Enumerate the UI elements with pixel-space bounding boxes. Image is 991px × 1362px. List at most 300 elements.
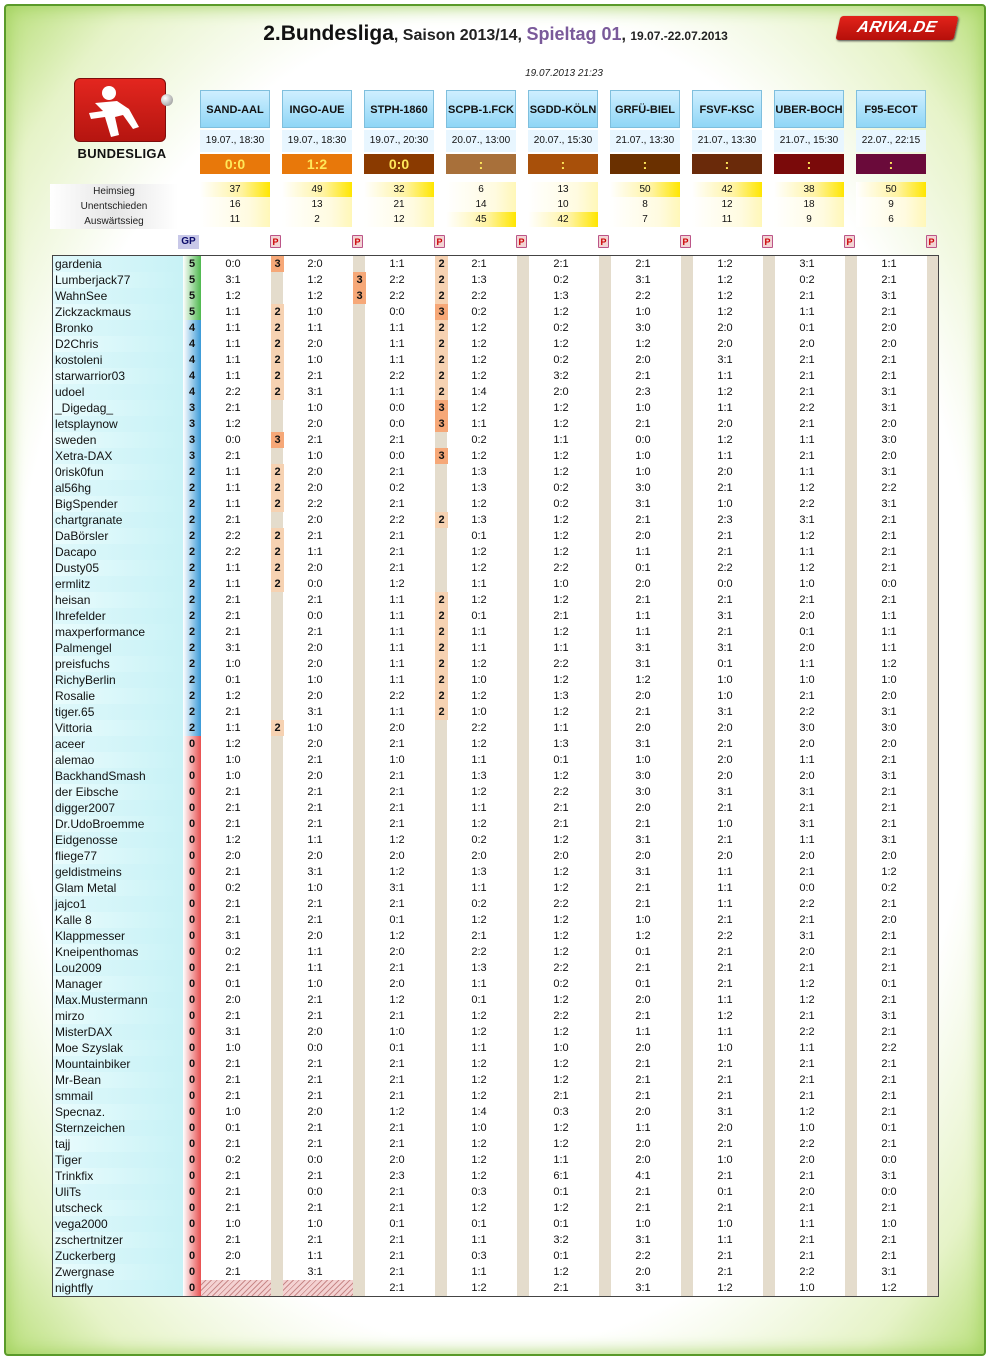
points-header: P	[926, 235, 937, 248]
player-name[interactable]: Eidgenosse	[53, 832, 183, 848]
player-name[interactable]: kostoleni	[53, 352, 183, 368]
player-tip: 1:2	[471, 402, 487, 414]
player-tip: 2:2	[799, 706, 815, 718]
table-row	[53, 400, 939, 416]
player-name[interactable]: Vittoria	[53, 720, 183, 736]
player-tip: 1:2	[225, 418, 241, 430]
player-gp: 2	[183, 496, 201, 512]
title-matchday: Spieltag 01	[526, 24, 622, 44]
player-tip: 1:1	[799, 1042, 815, 1054]
player-tip: 1:2	[553, 914, 569, 926]
player-name[interactable]: mirzo	[53, 1008, 183, 1024]
match-code[interactable]: SGDD-KÖLN	[528, 90, 598, 128]
tip-points	[927, 320, 939, 336]
gp-header: GP	[178, 235, 199, 249]
player-tip: 1:1	[389, 642, 405, 654]
player-tip: 0:2	[553, 354, 569, 366]
player-tip: 2:1	[635, 1058, 651, 1070]
player-tip: 1:0	[389, 1026, 405, 1038]
player-gp: 2	[183, 720, 201, 736]
player-tip: 2:1	[471, 930, 487, 942]
player-tip: 0:0	[225, 258, 241, 270]
player-name[interactable]: letsplaynow	[53, 416, 183, 432]
tip-points	[927, 256, 939, 272]
player-name[interactable]: tajj	[53, 1136, 183, 1152]
player-tip: 1:0	[799, 578, 815, 590]
player-tip: 2:2	[553, 898, 569, 910]
player-gp: 2	[183, 640, 201, 656]
player-name[interactable]: heisan	[53, 592, 183, 608]
player-tip: 2:1	[717, 834, 733, 846]
tip-points	[927, 528, 939, 544]
table-row	[53, 560, 939, 576]
player-tip: 1:1	[471, 418, 487, 430]
player-name[interactable]: vega2000	[53, 1216, 183, 1232]
player-tip: 1:2	[553, 946, 569, 958]
player-name[interactable]: starwarrior03	[53, 368, 183, 384]
player-tip: 0:1	[389, 1218, 405, 1230]
player-tip: 1:1	[225, 722, 241, 734]
player-name[interactable]: Dr.UdoBroemme	[53, 816, 183, 832]
match-code[interactable]: SAND-AAL	[200, 90, 270, 128]
title-comma-3: ,	[621, 27, 631, 44]
player-tip: 1:0	[307, 722, 323, 734]
player-tip: 1:0	[225, 754, 241, 766]
player-tip: 1:1	[717, 402, 733, 414]
player-tip: 1:1	[307, 946, 323, 958]
player-tip: 1:0	[307, 882, 323, 894]
tip-points	[927, 352, 939, 368]
player-tip: 2:1	[799, 450, 815, 462]
player-tip: 1:2	[471, 658, 487, 670]
table-row	[53, 896, 939, 912]
player-tip: 2:1	[389, 770, 405, 782]
player-name[interactable]: sweden	[53, 432, 183, 448]
player-gp: 0	[183, 1184, 201, 1200]
player-tip: 1:1	[389, 610, 405, 622]
table-row	[53, 448, 939, 464]
player-name[interactable]: Trinkfix	[53, 1168, 183, 1184]
table-row	[53, 1104, 939, 1120]
table-row	[53, 784, 939, 800]
player-tip: 1:1	[225, 466, 241, 478]
player-tip: 1:1	[553, 434, 569, 446]
player-name[interactable]: Mountainbiker	[53, 1056, 183, 1072]
player-tip: 2:1	[225, 706, 241, 718]
player-tip: 2:1	[635, 1202, 651, 1214]
player-name[interactable]: smmail	[53, 1088, 183, 1104]
player-tip: 2:0	[307, 258, 323, 270]
player-name[interactable]: DaBörsler	[53, 528, 183, 544]
player-tip: 1:1	[635, 546, 651, 558]
player-tip: 2:1	[717, 1202, 733, 1214]
player-name[interactable]: aceer	[53, 736, 183, 752]
player-gp: 0	[183, 768, 201, 784]
bundesliga-logo	[74, 78, 170, 162]
player-tip: 3:1	[881, 1266, 897, 1278]
player-tip: 1:2	[553, 306, 569, 318]
player-tip: 3:1	[635, 866, 651, 878]
player-name[interactable]: fliege77	[53, 848, 183, 864]
player-tip: 2:1	[881, 962, 897, 974]
player-name[interactable]: Moe Szyslak	[53, 1040, 183, 1056]
player-tip: 2:1	[635, 882, 651, 894]
match-stat-home: 6	[446, 182, 516, 197]
player-name[interactable]: Sternzeichen	[53, 1120, 183, 1136]
bundesliga-wordmark: BUNDESLIGA	[77, 146, 167, 161]
tip-points	[927, 624, 939, 640]
player-tip: 1:1	[389, 626, 405, 638]
tip-points: 2	[435, 672, 448, 688]
player-tip: 2:1	[799, 1250, 815, 1262]
player-tip: 2:0	[799, 338, 815, 350]
match-code[interactable]: SCPB-1.FCK	[446, 90, 516, 128]
player-name[interactable]: Dusty05	[53, 560, 183, 576]
tip-points: 2	[435, 512, 448, 528]
player-tip: 2:2	[553, 562, 569, 574]
player-tip: 2:1	[635, 818, 651, 830]
player-tip: 2:0	[307, 562, 323, 574]
player-tip: 2:1	[881, 1106, 897, 1118]
player-name[interactable]: Kalle 8	[53, 912, 183, 928]
player-name[interactable]: _Digedag_	[53, 400, 183, 416]
player-gp: 0	[183, 880, 201, 896]
player-name[interactable]: RichyBerlin	[53, 672, 183, 688]
player-tip: 2:1	[635, 898, 651, 910]
player-tip: 2:1	[881, 530, 897, 542]
player-name[interactable]: Rosalie	[53, 688, 183, 704]
tip-points: 3	[353, 288, 366, 304]
player-tip: 1:1	[717, 898, 733, 910]
player-tip: 1:1	[635, 610, 651, 622]
player-tip: 2:1	[389, 466, 405, 478]
player-name[interactable]: preisfuchs	[53, 656, 183, 672]
match-stat-home: 38	[774, 182, 844, 197]
player-tip: 1:2	[635, 674, 651, 686]
tip-points	[927, 1040, 939, 1056]
player-name[interactable]: Lou2009	[53, 960, 183, 976]
player-tip: 3:1	[307, 386, 323, 398]
player-tip: 2:1	[389, 802, 405, 814]
player-tip: 1:1	[471, 1042, 487, 1054]
player-tip: 1:2	[471, 914, 487, 926]
player-tip: 1:2	[553, 1058, 569, 1070]
player-name[interactable]: 0risk0fun	[53, 464, 183, 480]
player-tip: 2:1	[225, 898, 241, 910]
player-tip: 1:1	[799, 834, 815, 846]
player-tip: 1:3	[553, 290, 569, 302]
player-tip: 2:1	[307, 1234, 323, 1246]
player-tip: 1:0	[307, 674, 323, 686]
player-tip: 2:1	[799, 354, 815, 366]
player-name[interactable]: Zuckerberg	[53, 1248, 183, 1264]
player-name[interactable]: chartgranate	[53, 512, 183, 528]
player-tip: 2:1	[389, 498, 405, 510]
player-name[interactable]: Ihrefelder	[53, 608, 183, 624]
match-column	[856, 90, 926, 227]
player-tip: 0:2	[881, 882, 897, 894]
tip-points	[927, 880, 939, 896]
player-tip: 0:0	[799, 882, 815, 894]
player-tip: 2:0	[635, 578, 651, 590]
player-tip: 2:1	[717, 530, 733, 542]
player-name[interactable]: Dacapo	[53, 544, 183, 560]
player-tip: 2:1	[389, 1234, 405, 1246]
tip-points: 3	[271, 432, 284, 448]
table-row	[53, 688, 939, 704]
player-name[interactable]: Kneipenthomas	[53, 944, 183, 960]
player-name[interactable]: zschertnitzer	[53, 1232, 183, 1248]
player-name[interactable]: MisterDAX	[53, 1024, 183, 1040]
player-tip: 0:2	[553, 482, 569, 494]
player-name[interactable]: geldistmeins	[53, 864, 183, 880]
player-tip: 2:1	[307, 994, 323, 1006]
player-tip: 1:1	[553, 642, 569, 654]
player-tip: 1:0	[881, 674, 897, 686]
player-name[interactable]: UliTs	[53, 1184, 183, 1200]
player-name[interactable]: ermlitz	[53, 576, 183, 592]
player-tip: 2:1	[389, 562, 405, 574]
player-gp: 0	[183, 1056, 201, 1072]
player-tip: 1:2	[553, 1026, 569, 1038]
player-tip: 2:2	[471, 290, 487, 302]
match-code[interactable]: F95-ECOT	[856, 90, 926, 128]
player-tip: 2:2	[799, 898, 815, 910]
match-code[interactable]: FSVF-KSC	[692, 90, 762, 128]
player-name[interactable]: BackhandSmash	[53, 768, 183, 784]
player-tip: 1:2	[799, 1106, 815, 1118]
player-tip: 2:1	[225, 802, 241, 814]
player-tip: 2:1	[307, 1138, 323, 1150]
match-column	[364, 90, 434, 227]
player-tip: 3:1	[799, 258, 815, 270]
player-tip: 1:2	[553, 674, 569, 686]
player-tip: 2:1	[881, 786, 897, 798]
player-tip: 1:1	[635, 1026, 651, 1038]
table-row	[53, 960, 939, 976]
player-name[interactable]: Zwergnase	[53, 1264, 183, 1280]
player-tip: 1:1	[553, 722, 569, 734]
tip-points	[927, 896, 939, 912]
ariva-logo[interactable]: ARIVA.DE	[835, 16, 958, 40]
player-tip: 2:1	[389, 962, 405, 974]
table-row	[53, 656, 939, 672]
player-tip: 2:0	[881, 338, 897, 350]
table-row	[53, 528, 939, 544]
player-tip: 2:1	[799, 690, 815, 702]
player-tip: 1:2	[553, 1138, 569, 1150]
player-tip: 2:0	[881, 850, 897, 862]
player-tip: 3:1	[225, 274, 241, 286]
table-row	[53, 384, 939, 400]
player-tip: 2:0	[307, 658, 323, 670]
player-tip: 2:0	[307, 1106, 323, 1118]
player-tip: 3:1	[881, 706, 897, 718]
tip-table	[52, 255, 939, 1297]
player-tip: 0:2	[553, 322, 569, 334]
table-row	[53, 272, 939, 288]
player-tip: 2:1	[717, 738, 733, 750]
player-tip: 2:2	[389, 690, 405, 702]
player-name[interactable]: tiger.65	[53, 704, 183, 720]
player-tip: 2:0	[307, 466, 323, 478]
player-name[interactable]: al56hg	[53, 480, 183, 496]
player-name[interactable]: udoel	[53, 384, 183, 400]
match-code[interactable]: GRFÜ-BIEL	[610, 90, 680, 128]
player-gp: 0	[183, 784, 201, 800]
player-name[interactable]: Specnaz.	[53, 1104, 183, 1120]
player-tip: 2:1	[717, 978, 733, 990]
player-tip: 1:2	[717, 1010, 733, 1022]
player-name[interactable]: Klappmesser	[53, 928, 183, 944]
player-tip: 1:0	[307, 354, 323, 366]
player-name[interactable]: utscheck	[53, 1200, 183, 1216]
player-tip: 2:1	[225, 1186, 241, 1198]
player-tip: 3:1	[717, 610, 733, 622]
tip-points	[927, 544, 939, 560]
tip-points: 2	[435, 288, 448, 304]
player-name[interactable]: jajco1	[53, 896, 183, 912]
player-tip: 2:1	[307, 1122, 323, 1134]
player-tip: 2:0	[307, 482, 323, 494]
tip-points	[927, 1168, 939, 1184]
player-name[interactable]: Xetra-DAX	[53, 448, 183, 464]
player-tip: 1:1	[471, 626, 487, 638]
tip-points: 3	[435, 416, 448, 432]
tip-points	[927, 672, 939, 688]
player-name[interactable]: digger2007	[53, 800, 183, 816]
player-tip: 1:0	[717, 1042, 733, 1054]
player-tip: 1:2	[881, 1282, 897, 1294]
player-name[interactable]: Mr-Bean	[53, 1072, 183, 1088]
player-gp: 0	[183, 912, 201, 928]
match-code[interactable]: UBER-BOCH	[774, 90, 844, 128]
missing-tip	[283, 1280, 353, 1296]
player-tip: 1:2	[471, 1202, 487, 1214]
player-tip: 1:2	[553, 450, 569, 462]
player-tip: 1:3	[471, 866, 487, 878]
player-tip: 2:1	[881, 1058, 897, 1070]
player-tip: 2:1	[635, 1074, 651, 1086]
player-tip: 0:1	[389, 914, 405, 926]
tip-points	[927, 992, 939, 1008]
player-name[interactable]: D2Chris	[53, 336, 183, 352]
player-tip: 1:2	[471, 1074, 487, 1086]
player-tip: 2:0	[635, 1042, 651, 1054]
player-tip: 1:3	[553, 738, 569, 750]
player-tip: 1:1	[307, 546, 323, 558]
player-tip: 1:2	[553, 1074, 569, 1086]
player-tip: 2:2	[799, 1266, 815, 1278]
player-gp: 0	[183, 1104, 201, 1120]
tip-points	[927, 752, 939, 768]
player-tip: 1:2	[471, 562, 487, 574]
player-tip: 1:2	[471, 546, 487, 558]
tip-points	[927, 784, 939, 800]
player-tip: 3:1	[717, 1106, 733, 1118]
player-tip: 2:1	[307, 818, 323, 830]
player-tip: 0:2	[471, 434, 487, 446]
match-stat-draw: 18	[774, 197, 844, 212]
player-tip: 1:1	[717, 994, 733, 1006]
player-name[interactable]: der Eibsche	[53, 784, 183, 800]
player-tip: 2:1	[307, 626, 323, 638]
match-stat-away: 12	[364, 212, 434, 227]
player-tip: 2:1	[225, 962, 241, 974]
match-code[interactable]: INGO-AUE	[282, 90, 352, 128]
player-gp: 0	[183, 1248, 201, 1264]
player-name[interactable]: nightfly	[53, 1280, 183, 1296]
player-name[interactable]: Zickzackmaus	[53, 304, 183, 320]
player-gp: 2	[183, 688, 201, 704]
player-name[interactable]: Lumberjack77	[53, 272, 183, 288]
player-tip: 0:1	[799, 322, 815, 334]
player-tip: 2:1	[881, 818, 897, 830]
player-name[interactable]: maxperformance	[53, 624, 183, 640]
player-name[interactable]: alemao	[53, 752, 183, 768]
player-tip: 1:2	[553, 770, 569, 782]
player-tip: 2:1	[717, 626, 733, 638]
player-tip: 2:0	[635, 1106, 651, 1118]
player-tip: 2:1	[799, 1010, 815, 1022]
tip-points	[927, 1280, 939, 1296]
player-tip: 3:1	[389, 882, 405, 894]
table-row	[53, 720, 939, 736]
player-tip: 2:1	[717, 482, 733, 494]
player-tip: 0:2	[471, 306, 487, 318]
player-tip: 2:1	[717, 1090, 733, 1102]
player-tip: 1:1	[225, 322, 241, 334]
player-tip: 2:2	[799, 1026, 815, 1038]
table-row	[53, 304, 939, 320]
player-tip: 1:2	[553, 338, 569, 350]
player-tip: 0:2	[225, 882, 241, 894]
player-gp: 0	[183, 1120, 201, 1136]
tip-points	[927, 1136, 939, 1152]
player-name[interactable]: Tiger	[53, 1152, 183, 1168]
player-tip: 1:4	[471, 1106, 487, 1118]
player-tip: 2:1	[553, 802, 569, 814]
player-tip: 1:3	[553, 690, 569, 702]
match-stat-draw: 16	[200, 197, 270, 212]
player-tip: 1:2	[553, 418, 569, 430]
player-name[interactable]: Bronko	[53, 320, 183, 336]
player-tip: 1:1	[799, 658, 815, 670]
player-name[interactable]: Palmengel	[53, 640, 183, 656]
player-tip: 0:0	[717, 578, 733, 590]
player-name[interactable]: Manager	[53, 976, 183, 992]
player-gp: 3	[183, 448, 201, 464]
player-name[interactable]: gardenia	[53, 256, 183, 272]
table-row	[53, 1200, 939, 1216]
player-tip: 1:1	[389, 706, 405, 718]
player-tip: 1:2	[389, 578, 405, 590]
player-tip: 3:1	[881, 834, 897, 846]
player-name[interactable]: BigSpender	[53, 496, 183, 512]
player-tip: 1:2	[471, 1058, 487, 1070]
player-gp: 2	[183, 672, 201, 688]
player-name[interactable]: WahnSee	[53, 288, 183, 304]
player-tip: 2:1	[389, 546, 405, 558]
player-name[interactable]: Max.Mustermann	[53, 992, 183, 1008]
player-tip: 1:2	[553, 594, 569, 606]
player-tip: 3:1	[799, 514, 815, 526]
player-name[interactable]: Glam Metal	[53, 880, 183, 896]
match-code[interactable]: STPH-1860	[364, 90, 434, 128]
player-tip: 0:1	[225, 1122, 241, 1134]
player-tip: 0:0	[307, 1042, 323, 1054]
player-tip: 2:1	[799, 866, 815, 878]
